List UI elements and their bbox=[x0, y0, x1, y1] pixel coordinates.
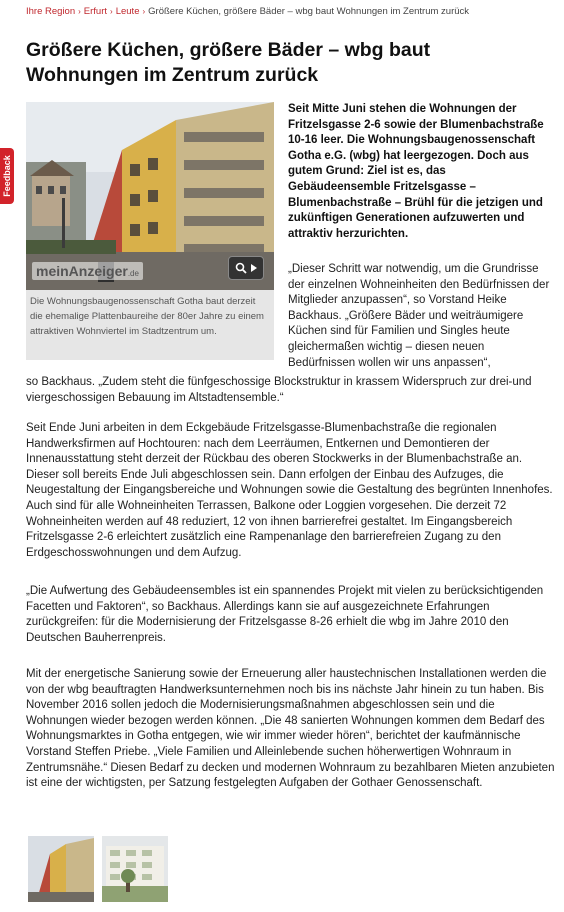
article-paragraph-2: Seit Ende Juni arbeiten in dem Eckgebäude Fritzelsgasse-Blumenbachstraße die regionalen Handwerksfirmen auf Hochtouren: nach dem Leerräumen, Entkernen und Demontieren der Innenausstattung steht derzeit der Rückbau des oberen Stockwerks in der Blumenbachstraße an. Dieser soll bereits Ende Juli abgeschlossen sein. Dann erfolgen der Einbau des Aufzuges, die Neugestaltung der Eingangsbereiche und Wohnungen sowie die Gestaltung des begrünten Innenhofes. Auch sind für alle Wohneinheiten Terrassen, Balkone oder Loggien vorgesehen. Die derzeit 72 Wohneinheiten werden auf 48 reduziert, 12 von ihnen barrierefrei gestaltet. Im Eingangsbereich Fritzelsgasse 2-6 erleichtert zusätzlich eine Rampenanlage den barrierefreien Zugang zu den Erdgeschosswohnungen und dem Aufzug. bbox=[26, 422, 553, 559]
article-photo[interactable] bbox=[26, 102, 274, 290]
gallery-thumbnail[interactable] bbox=[28, 836, 94, 902]
feedback-label: Feedback bbox=[2, 155, 12, 197]
article-paragraph-4: Mit der energetische Sanierung sowie der Erneuerung aller haustechnischen Installationen werden die von der wbg beauftragten Handwerksunternehmen noch bis ins nächste Jahr hinein zu tun haben. Bis November 2016 sollen jedoch die Modernisierungsmaßnahmen abgeschlossen sein und die Wohnungen wieder bezogen werden können. „Die 48 sanierten Wohnungen kommen dem Bedarf des Wohnungsmarktes in Gotha entgegen, wie wir immer wieder hören“, berichtet der kaufmännische Vorstand Steffen Priebe. „Viele Familien und Alleinlebende suchen höherwertigen Wohnraum in Zentrumsnähe.“ Diesen Bedarf zu decken und modernen Wohnraum zu bezahlbaren Mieten anzubieten ist eine der wichtigsten, per Satzung festgelegten Aufgaben der Gothaer Genossenschaft. bbox=[26, 668, 555, 790]
article-title: Größere Küchen, größere Bäder – wbg baut Wohnungen im Zentrum zurück bbox=[26, 39, 431, 86]
article-paragraph-3: „Die Aufwertung des Gebäudeensembles ist ein spannendes Projekt mit vielen zu berücksichtigenden Facetten und Faktoren“, so Backhaus. Allerdings kann sie auf ausgezeichnete Erfahrungen zurückgreifen: für die Modernisierung der Fritzelsgasse 8-26 erhielt die wbg im Jahre 2010 den Deutschen Bauherrenpreis. bbox=[26, 585, 544, 644]
article-lead: Seit Mitte Juni stehen die Wohnungen der Fritzelsgasse 2-6 sowie der Blumenbachstraße 10-16 leer. Die Wohnungsbaugenossenschaft Gotha e.G. (wbg) hat leergezogen. Doch aus gutem Grund: Ziel ist es, das Gebäudeensemble Fritzelsgasse – Blumenbachstraße – Brühl für die jetzigen und zukünftigen Generationen aufzuwerten und attraktiv herzurichten. bbox=[288, 103, 544, 240]
play-arrow-icon bbox=[250, 263, 258, 273]
breadcrumb-link-erfurt[interactable]: Erfurt bbox=[83, 6, 108, 17]
article-figure bbox=[26, 102, 274, 360]
thumbnail-image bbox=[102, 836, 168, 902]
thumbnail-gallery bbox=[28, 836, 168, 902]
chevron-right-icon: › bbox=[142, 7, 146, 16]
image-caption: Die Wohnungsbaugenossenschaft Gotha baut derzeit die ehemalige Plattenbaureihe der 80er Jahre zu einem attraktiven Wohnviertel im Stadtzentrum um. bbox=[26, 290, 274, 360]
breadcrumb-link-leute[interactable]: Leute bbox=[115, 6, 140, 17]
gallery-thumbnail[interactable] bbox=[102, 836, 168, 902]
breadcrumb-current: Größere Küchen, größere Bäder – wbg baut Wohnungen im Zentrum zurück bbox=[148, 6, 470, 17]
article-quote-part2: so Backhaus. „Zudem steht die fünfgeschossige Blockstruktur in krassem Widerspruch zur drei-und viergeschossigen Bebauung im Altstadtensemble.“ bbox=[26, 376, 532, 404]
breadcrumb-link-region[interactable]: Ihre Region bbox=[26, 6, 76, 17]
watermark-logo: meinAnzeiger.de bbox=[32, 262, 143, 280]
chevron-right-icon: › bbox=[78, 7, 81, 16]
article-quote-part1: „Dieser Schritt war notwendig, um die Grundrisse der einzelnen Wohneinheiten den Bedürfnissen der Mitglieder anzupassen“, so Vorstand Heike Backhaus. „Größere Bäder und weiträumigere Küchen sind für Familien und Singles heute gleichermaßen wichtig – diesen neuen Bedürfnissen wollen wir uns anpassen“, bbox=[288, 263, 550, 369]
magnifier-icon bbox=[235, 262, 247, 274]
feedback-tab[interactable] bbox=[0, 148, 14, 204]
chevron-right-icon: › bbox=[110, 7, 113, 16]
thumbnail-image bbox=[28, 836, 94, 902]
image-zoom-button[interactable] bbox=[228, 256, 264, 280]
breadcrumb bbox=[26, 6, 469, 17]
